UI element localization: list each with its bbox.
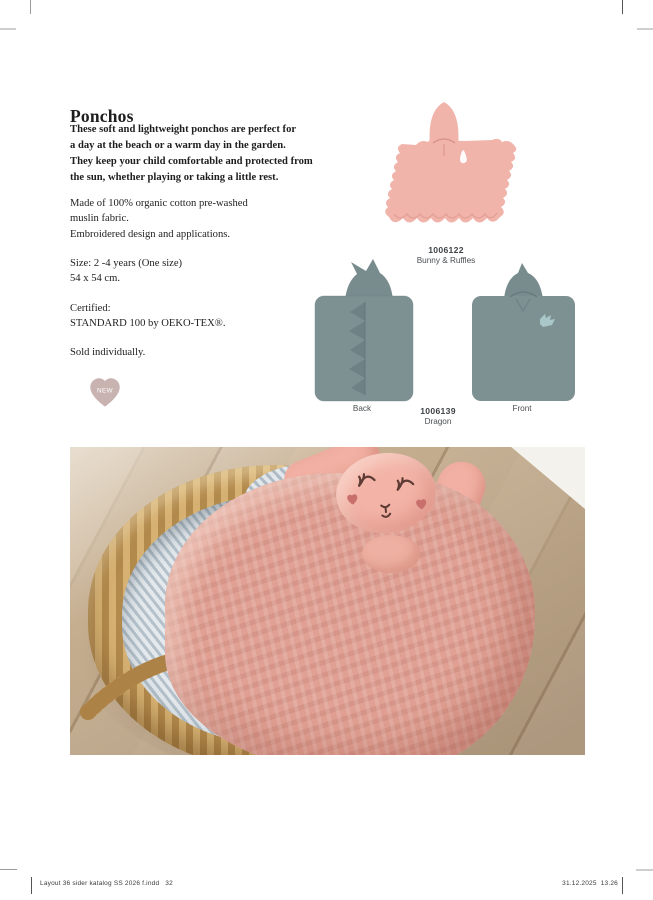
product-label-dragon (388, 406, 488, 426)
product-sku: 1006122 (428, 245, 464, 255)
certified-paragraph: Certified: STANDARD 100 by OEKO-TEX®. (70, 303, 226, 330)
view-label-front: Front (512, 404, 532, 413)
bunny-paw (362, 535, 420, 573)
crop-mark-bottom-right-v (622, 877, 623, 894)
bunny-comforter-head (332, 448, 440, 538)
poncho-dragon-front-image (466, 263, 581, 403)
crop-mark-top-right-h (637, 28, 653, 30)
crop-mark-bottom-left-v (31, 877, 32, 894)
product-sku: 1006139 (420, 406, 456, 416)
materials-paragraph: Made of 100% organic cotton pre-washed muslin fabric. Embroidered design and applications. (70, 198, 248, 240)
intro-paragraph: These soft and lightweight ponchos are perfect for a day at the beach or a warm day in the garden. They keep your child comfortable and protected from the sun, whether playing or taking a little rest. (70, 124, 313, 183)
footer-date: 31.12.2025 (562, 880, 597, 887)
size-paragraph: Size: 2 -4 years (One size) 54 x 54 cm. (70, 258, 183, 285)
footer-time: 13.26 (600, 880, 618, 887)
lifestyle-photo (70, 447, 585, 755)
poncho-dragon-back-image (303, 258, 423, 403)
crop-mark-top-left-h (0, 28, 16, 30)
crop-mark-bottom-right-h (636, 869, 653, 871)
bunny-face (332, 448, 440, 538)
poncho-bunny-ruffles-image (368, 94, 523, 244)
product-name: Bunny & Ruffles (416, 256, 476, 265)
sold-paragraph: Sold individually. (70, 347, 146, 358)
new-heart-icon (88, 377, 122, 409)
product-name: Dragon (424, 417, 452, 426)
view-label-back: Back (352, 404, 372, 413)
crop-mark-bottom-left-h (0, 869, 17, 870)
crop-mark-top-left-v (30, 0, 31, 14)
new-badge-label: NEW (96, 387, 114, 395)
crop-mark-top-right-v (622, 0, 623, 14)
footer-page-number: 32 (165, 880, 173, 887)
footer-filename-text: Layout 36 sider katalog SS 2026 f.indd (40, 880, 160, 887)
page-title: Ponchos (70, 105, 134, 126)
footer-timestamp (500, 880, 618, 887)
footer-filename (40, 880, 173, 887)
